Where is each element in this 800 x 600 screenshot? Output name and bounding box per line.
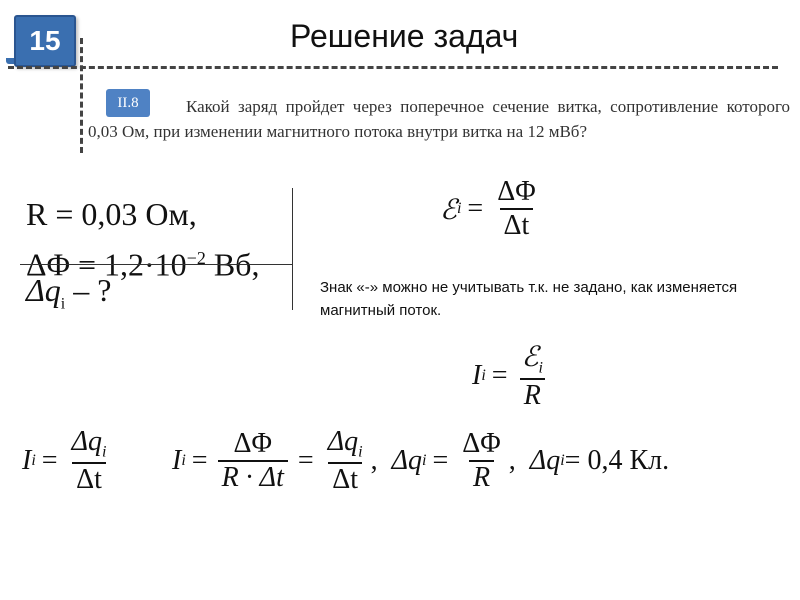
find-block: $\Delta q_i$ – ? bbox=[26, 272, 112, 313]
given-resistance: R = 0,03 Ом, bbox=[26, 196, 197, 232]
sign-note: Знак «-» можно не учитывать т.к. не задано, как изменяется магнитный поток. bbox=[320, 279, 738, 319]
given-flux: $\Delta\Phi = 1,2\cdot 10^{-2}$ Вб, bbox=[26, 246, 260, 283]
slide-number: 15 bbox=[29, 25, 61, 56]
slide-number-badge bbox=[14, 15, 76, 67]
dashed-divider-vertical bbox=[80, 38, 83, 153]
formula-current-ohm: I i = $\frac{ℰ_i}{R}$ bbox=[472, 340, 543, 411]
problem-number-badge: II.8 bbox=[106, 89, 150, 117]
given-separator-horizontal bbox=[20, 264, 292, 265]
slide-title: Решение задач bbox=[290, 18, 519, 54]
given-separator-vertical bbox=[292, 188, 293, 310]
dashed-divider-horizontal bbox=[8, 66, 778, 69]
formula-result-chain: I i = $\frac{\Delta\Phi}{R \cdot \Delta t}$ = $\frac{\Delta q_i}{\Delta t}$ , Δq i = $\frac{\Delta\Phi}{R}$ , Δq i = 0,4 Кл. bbox=[172, 426, 670, 495]
formula-current-charge: I i = $\frac{\Delta q_i}{\Delta t}$ bbox=[22, 426, 107, 495]
problem-text: Какой заряд пройдет через поперечное сечение витка, сопротивление которого 0,03 Ом, при изменении магнитного потока внутри витка на 12 мВб? bbox=[88, 97, 790, 141]
formula-emf: ℰ i = $\frac{\Delta\Phi}{\Delta t}$ bbox=[440, 176, 536, 241]
